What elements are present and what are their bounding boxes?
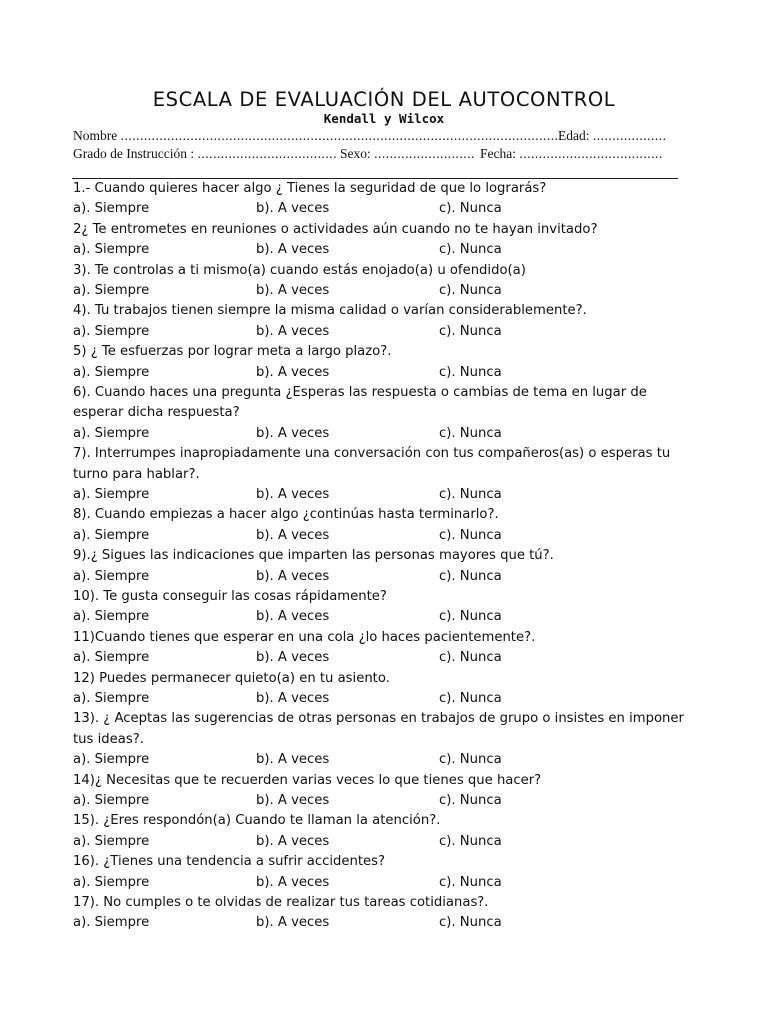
- sexo-field[interactable]: ..........................: [374, 146, 475, 161]
- question-text: 12) Puedes permanecer quieto(a) en tu asiento.: [73, 670, 390, 686]
- option-nunca[interactable]: c). Nunca: [439, 425, 502, 441]
- option-a-veces[interactable]: b). A veces: [256, 650, 330, 666]
- answer-options: [73, 913, 688, 933]
- edad-line: [558, 128, 667, 144]
- option-nunca[interactable]: c). Nunca: [439, 568, 502, 584]
- option-a-veces[interactable]: b). A veces: [256, 833, 330, 849]
- answer-options: [73, 607, 688, 627]
- question-item: [73, 893, 688, 934]
- answer-options: [73, 281, 688, 301]
- fecha-line: [480, 146, 663, 162]
- fecha-field[interactable]: .....................................: [519, 146, 663, 161]
- question-item: [73, 505, 688, 546]
- nombre-line: [73, 128, 562, 144]
- option-a-veces[interactable]: b). A veces: [256, 527, 330, 543]
- question-list: [73, 179, 688, 934]
- option-siempre[interactable]: a). Siempre: [73, 833, 150, 849]
- grado-line: [73, 146, 337, 162]
- option-nunca[interactable]: c). Nunca: [439, 201, 502, 217]
- option-nunca[interactable]: c). Nunca: [439, 487, 502, 502]
- question-text: 17). No cumples o te olvidas de realizar tus tareas cotidianas?.: [73, 894, 489, 910]
- option-siempre[interactable]: a). Siempre: [73, 792, 150, 808]
- question-text: 11)Cuando tienes que esperar en una cola ¿lo haces pacientemente?.: [73, 629, 536, 645]
- answer-options: [73, 791, 688, 811]
- answer-options: [73, 750, 688, 770]
- question-text: 5) ¿ Te esfuerzas por lograr meta a largo plazo?.: [73, 344, 392, 360]
- option-siempre[interactable]: a). Siempre: [73, 364, 150, 380]
- answer-options: [73, 648, 688, 668]
- answer-options: [73, 363, 688, 383]
- question-item: [73, 587, 688, 628]
- question-item: [73, 444, 688, 505]
- question-text: 13). ¿ Aceptas las sugerencias de otras personas en trabajos de grupo o insistes en imponer tus ideas?.: [73, 711, 684, 747]
- option-siempre[interactable]: a). Siempre: [73, 568, 150, 584]
- question-text: 3). Te controlas a ti mismo(a) cuando estás enojado(a) u ofendido(a): [73, 262, 526, 278]
- option-a-veces[interactable]: b). A veces: [256, 242, 330, 258]
- option-nunca[interactable]: c). Nunca: [439, 833, 502, 849]
- option-nunca[interactable]: c). Nunca: [439, 364, 502, 380]
- answer-options: [73, 424, 688, 444]
- question-text: 9).¿ Sigues las indicaciones que imparten las personas mayores que tú?.: [73, 548, 554, 564]
- question-text: 1.- Cuando quieres hacer algo ¿ Tienes la seguridad de que lo lograrás?: [73, 181, 547, 196]
- question-item: [73, 220, 688, 261]
- option-a-veces[interactable]: b). A veces: [256, 487, 330, 502]
- option-siempre[interactable]: a). Siempre: [73, 201, 150, 217]
- authors: Kendall y Wilcox: [323, 111, 445, 126]
- answer-options: [73, 567, 688, 587]
- question-text: 2¿ Te entrometes en reuniones o actividades aún cuando no te hayan invitado?: [73, 221, 598, 237]
- option-a-veces[interactable]: b). A veces: [256, 690, 330, 706]
- option-siempre[interactable]: a). Siempre: [73, 874, 150, 890]
- option-siempre[interactable]: a). Siempre: [73, 690, 150, 706]
- answer-options: [73, 689, 688, 709]
- question-text: 7). Interrumpes inapropiadamente una conversación con tus compañeros(as) o esperas tu turno para hablar?.: [73, 446, 671, 482]
- option-a-veces[interactable]: b). A veces: [256, 364, 330, 380]
- option-a-veces[interactable]: b). A veces: [256, 425, 330, 441]
- option-a-veces[interactable]: b). A veces: [256, 201, 330, 217]
- question-text: 10). Te gusta conseguir las cosas rápidamente?: [73, 588, 387, 604]
- question-item: [73, 179, 688, 220]
- option-nunca[interactable]: c). Nunca: [439, 874, 502, 890]
- option-a-veces[interactable]: b). A veces: [256, 752, 330, 768]
- option-siempre[interactable]: a). Siempre: [73, 915, 150, 931]
- option-nunca[interactable]: c). Nunca: [439, 752, 502, 768]
- question-text: 8). Cuando empiezas a hacer algo ¿continúas hasta terminarlo?.: [73, 507, 499, 523]
- option-nunca[interactable]: c). Nunca: [439, 609, 502, 625]
- option-siempre[interactable]: a). Siempre: [73, 425, 150, 441]
- option-a-veces[interactable]: b). A veces: [256, 323, 330, 339]
- answer-options: [73, 199, 688, 219]
- option-siempre[interactable]: a). Siempre: [73, 650, 150, 666]
- option-a-veces[interactable]: b). A veces: [256, 792, 330, 808]
- question-item: [73, 383, 688, 444]
- question-text: 14)¿ Necesitas que te recuerden varias veces lo que tienes que hacer?: [73, 772, 542, 788]
- option-nunca[interactable]: c). Nunca: [439, 915, 502, 931]
- edad-field[interactable]: ...................: [592, 128, 667, 143]
- option-siempre[interactable]: a). Siempre: [73, 487, 150, 502]
- option-a-veces[interactable]: b). A veces: [256, 915, 330, 931]
- question-item: [73, 709, 688, 770]
- answer-options: [73, 240, 688, 260]
- question-item: [73, 811, 688, 852]
- option-a-veces[interactable]: b). A veces: [256, 609, 330, 625]
- answer-options: [73, 526, 688, 546]
- option-nunca[interactable]: c). Nunca: [439, 527, 502, 543]
- question-item: [73, 261, 688, 302]
- question-item: [73, 669, 688, 710]
- option-a-veces[interactable]: b). A veces: [256, 568, 330, 584]
- edad-label: Edad:: [558, 128, 590, 143]
- question-item: [73, 628, 688, 669]
- grado-label: Grado de Instrucción :: [73, 146, 195, 161]
- option-siempre[interactable]: a). Siempre: [73, 527, 150, 543]
- question-item: [73, 342, 688, 383]
- sexo-line: [340, 146, 475, 162]
- question-text: 16). ¿Tienes una tendencia a sufrir accidentes?: [73, 854, 386, 870]
- option-a-veces[interactable]: b). A veces: [256, 283, 330, 298]
- answer-options: [73, 322, 688, 342]
- nombre-label: Nombre: [73, 128, 118, 143]
- answer-options: [73, 485, 688, 505]
- question-text: 15). ¿Eres respondón(a) Cuando te llaman la atención?.: [73, 813, 441, 829]
- question-item: [73, 771, 688, 812]
- option-siempre[interactable]: a). Siempre: [73, 609, 150, 625]
- option-siempre[interactable]: a). Siempre: [73, 323, 150, 339]
- option-nunca[interactable]: c). Nunca: [439, 242, 502, 258]
- answer-options: [73, 873, 688, 893]
- nombre-field[interactable]: ..................................................................................................................: [120, 128, 563, 143]
- sexo-label: Sexo:: [340, 146, 371, 161]
- option-nunca[interactable]: c). Nunca: [439, 650, 502, 666]
- question-item: [73, 301, 688, 342]
- question-text: 6). Cuando haces una pregunta ¿Esperas las respuesta o cambias de tema en lugar de esperar dicha respuesta?: [73, 384, 647, 421]
- question-text: 4). Tu trabajos tienen siempre la misma calidad o varían considerablemente?.: [73, 303, 587, 319]
- grado-field[interactable]: ....................................: [197, 146, 337, 161]
- fecha-label: Fecha:: [480, 146, 516, 161]
- option-siempre[interactable]: a). Siempre: [73, 752, 150, 768]
- page-title: ESCALA DE EVALUACIÓN DEL AUTOCONTROL: [152, 88, 616, 111]
- option-nunca[interactable]: c). Nunca: [439, 283, 502, 298]
- question-item: [73, 546, 688, 587]
- option-nunca[interactable]: c). Nunca: [439, 323, 502, 339]
- option-nunca[interactable]: c). Nunca: [439, 690, 502, 706]
- option-nunca[interactable]: c). Nunca: [439, 792, 502, 808]
- option-siempre[interactable]: a). Siempre: [73, 283, 150, 298]
- answer-options: [73, 832, 688, 852]
- question-item: [73, 852, 688, 893]
- option-siempre[interactable]: a). Siempre: [73, 242, 150, 258]
- option-a-veces[interactable]: b). A veces: [256, 874, 330, 890]
